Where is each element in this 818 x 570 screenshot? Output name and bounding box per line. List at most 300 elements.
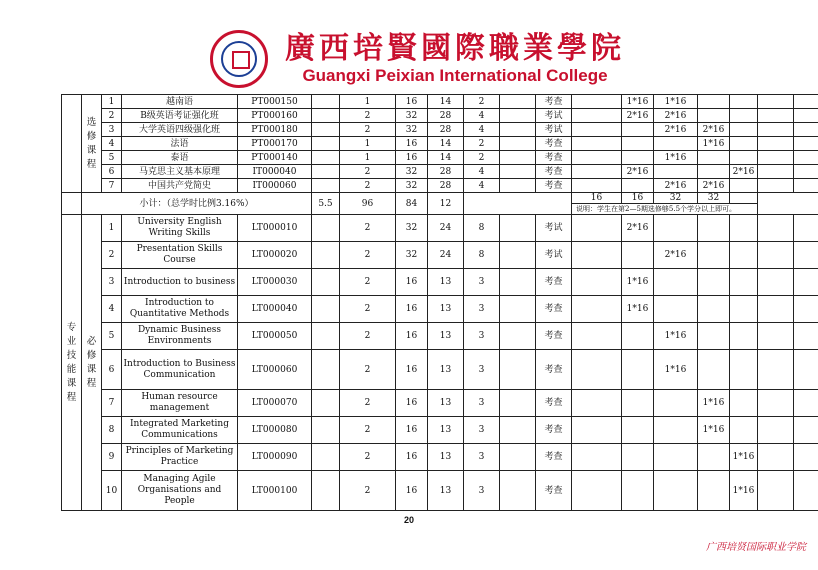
empty-cell (794, 296, 818, 323)
semester-total-cell: 16 (572, 193, 622, 204)
semester-hours-cell (622, 350, 654, 390)
credit-cell: 2 (340, 179, 396, 193)
assessment-cell: 考查 (536, 390, 572, 417)
semester-hours-cell: 2*16 (622, 215, 654, 242)
total-hours-cell: 32 (396, 242, 428, 269)
semester-hours-cell (654, 296, 698, 323)
semester-hours-cell (654, 137, 698, 151)
semester-hours-cell (622, 390, 654, 417)
empty-cell (312, 296, 340, 323)
theory-hours-cell: 24 (428, 215, 464, 242)
course-name-cell: Presentation Skills Course (122, 242, 238, 269)
course-code-cell: LT000050 (238, 323, 312, 350)
practice-hours-cell: 3 (464, 350, 500, 390)
course-name-cell: 越南语 (122, 95, 238, 109)
course-code-cell: LT000030 (238, 269, 312, 296)
empty-cell (794, 269, 818, 296)
semester-hours-cell (698, 269, 730, 296)
course-number-cell: 1 (102, 215, 122, 242)
table-row (62, 179, 818, 193)
course-number-cell: 4 (102, 296, 122, 323)
total-hours-cell: 16 (396, 151, 428, 165)
theory-hours-cell: 28 (428, 109, 464, 123)
theory-hours-cell: 13 (428, 444, 464, 471)
course-name-cell: 中国共产党简史 (122, 179, 238, 193)
course-code-cell: LT000020 (238, 242, 312, 269)
table-row (62, 95, 818, 109)
practice-hours-cell: 4 (464, 123, 500, 137)
empty-cell (312, 444, 340, 471)
theory-hours-cell: 13 (428, 417, 464, 444)
empty-cell (312, 390, 340, 417)
total-hours-cell: 32 (396, 123, 428, 137)
semester-hours-cell: 1*16 (698, 137, 730, 151)
credit-cell: 2 (340, 417, 396, 444)
assessment-cell: 考查 (536, 151, 572, 165)
category-label (82, 95, 102, 193)
semester-hours-cell (730, 350, 758, 390)
course-code-cell: IT000040 (238, 165, 312, 179)
semester-hours-cell: 1*16 (698, 417, 730, 444)
semester-hours-cell (698, 95, 730, 109)
empty-cell (500, 471, 536, 511)
semester-hours-cell (758, 471, 794, 511)
table-row (62, 215, 818, 242)
practice-hours-cell: 3 (464, 269, 500, 296)
semester-hours-cell (622, 242, 654, 269)
course-number-cell: 3 (102, 123, 122, 137)
empty-cell (572, 151, 622, 165)
total-hours-cell: 16 (396, 350, 428, 390)
semester-hours-cell: 1*16 (622, 95, 654, 109)
semester-hours-cell (758, 179, 794, 193)
watermark-text: 广西培贤国际职业学院 (706, 542, 806, 553)
empty-cell (572, 417, 622, 444)
practice-hours-cell: 4 (464, 165, 500, 179)
empty-cell (500, 215, 536, 242)
empty-cell (312, 151, 340, 165)
semester-hours-cell (758, 151, 794, 165)
assessment-cell: 考查 (536, 444, 572, 471)
empty-cell (500, 390, 536, 417)
semester-hours-cell (730, 390, 758, 417)
empty-cell (572, 95, 622, 109)
total-hours-cell: 16 (396, 471, 428, 511)
empty-cell (572, 165, 622, 179)
theory-hours-cell: 14 (428, 137, 464, 151)
semester-hours-cell: 2*16 (622, 165, 654, 179)
empty-cell (572, 444, 622, 471)
practice-hours-cell: 3 (464, 323, 500, 350)
practice-hours-cell: 4 (464, 109, 500, 123)
empty-cell (794, 109, 818, 123)
empty-cell (312, 179, 340, 193)
semester-hours-cell (730, 109, 758, 123)
empty-cell (794, 323, 818, 350)
theory-hours-cell: 24 (428, 242, 464, 269)
semester-hours-cell (730, 323, 758, 350)
course-name-cell: Introduction to Business Communication (122, 350, 238, 390)
assessment-cell: 考查 (536, 417, 572, 444)
total-hours-cell: 16 (396, 296, 428, 323)
assessment-cell: 考试 (536, 242, 572, 269)
empty-cell (62, 193, 82, 215)
theory-hours-cell: 13 (428, 471, 464, 511)
table-row (62, 444, 818, 471)
subtotal-label: 小计：（总学时比例3.16%） (82, 193, 312, 215)
course-number-cell: 6 (102, 165, 122, 179)
empty-cell (464, 193, 572, 215)
course-number-cell: 2 (102, 242, 122, 269)
course-code-cell: IT000060 (238, 179, 312, 193)
semester-hours-cell: 1*16 (698, 390, 730, 417)
empty-cell (500, 179, 536, 193)
semester-hours-cell (654, 165, 698, 179)
empty-cell (794, 179, 818, 193)
college-title-block (276, 32, 634, 86)
semester-hours-cell (654, 215, 698, 242)
semester-hours-cell (730, 95, 758, 109)
course-name-cell: Human resource management (122, 390, 238, 417)
assessment-cell: 考查 (536, 269, 572, 296)
semester-hours-cell: 2*16 (698, 123, 730, 137)
semester-hours-cell: 2*16 (698, 179, 730, 193)
course-name-cell: Introduction to Quantitative Methods (122, 296, 238, 323)
semester-hours-cell: 2*16 (654, 242, 698, 269)
credit-cell: 2 (340, 323, 396, 350)
semester-hours-cell (730, 242, 758, 269)
assessment-cell: 考查 (536, 296, 572, 323)
total-hours-cell: 32 (396, 179, 428, 193)
empty-cell (794, 444, 818, 471)
semester-hours-cell (654, 417, 698, 444)
course-number-cell: 5 (102, 323, 122, 350)
course-name-cell: Managing Agile Organisations and People (122, 471, 238, 511)
empty-cell (500, 151, 536, 165)
semester-hours-cell: 1*16 (654, 323, 698, 350)
assessment-cell: 考查 (536, 165, 572, 179)
semester-hours-cell (758, 350, 794, 390)
category-text: 选修课程 (86, 116, 97, 170)
theory-hours-cell: 13 (428, 323, 464, 350)
empty-cell (500, 123, 536, 137)
empty-cell (794, 471, 818, 511)
assessment-cell: 考查 (536, 323, 572, 350)
theory-hours-cell: 28 (428, 179, 464, 193)
assessment-cell: 考查 (536, 137, 572, 151)
table-row (62, 296, 818, 323)
course-number-cell: 7 (102, 390, 122, 417)
semester-hours-cell: 1*16 (654, 350, 698, 390)
empty-cell (312, 95, 340, 109)
empty-cell (572, 323, 622, 350)
empty-cell (312, 323, 340, 350)
empty-cell (500, 323, 536, 350)
semester-hours-cell: 2*16 (622, 109, 654, 123)
semester-hours-cell: 1*16 (654, 151, 698, 165)
empty-cell (500, 269, 536, 296)
empty-cell (500, 444, 536, 471)
subtotal-credit: 5.5 (312, 193, 340, 215)
semester-hours-cell (730, 151, 758, 165)
semester-hours-cell (730, 269, 758, 296)
semester-hours-cell: 1*16 (730, 444, 758, 471)
empty-cell (500, 296, 536, 323)
credit-cell: 2 (340, 390, 396, 417)
empty-cell (312, 215, 340, 242)
course-name-cell: B级英语考证强化班 (122, 109, 238, 123)
credit-cell: 2 (340, 165, 396, 179)
assessment-cell: 考试 (536, 109, 572, 123)
total-hours-cell: 16 (396, 269, 428, 296)
semester-hours-cell (698, 109, 730, 123)
empty-cell (500, 350, 536, 390)
college-seal-icon (210, 30, 268, 88)
total-hours-cell: 16 (396, 95, 428, 109)
semester-hours-cell: 2*16 (654, 179, 698, 193)
course-number-cell: 4 (102, 137, 122, 151)
empty-cell (794, 123, 818, 137)
semester-hours-cell (622, 137, 654, 151)
empty-cell (572, 123, 622, 137)
course-number-cell: 6 (102, 350, 122, 390)
course-code-cell: LT000090 (238, 444, 312, 471)
semester-hours-cell (730, 215, 758, 242)
empty-cell (312, 242, 340, 269)
semester-hours-cell (698, 471, 730, 511)
semester-hours-cell (758, 215, 794, 242)
credit-cell: 1 (340, 95, 396, 109)
empty-cell (62, 95, 82, 193)
table-row (62, 350, 818, 390)
semester-hours-cell (730, 123, 758, 137)
course-code-cell: PT000140 (238, 151, 312, 165)
semester-hours-cell (698, 323, 730, 350)
assessment-cell: 考查 (536, 471, 572, 511)
empty-cell (312, 350, 340, 390)
empty-cell (312, 417, 340, 444)
semester-hours-cell (698, 165, 730, 179)
total-hours-cell: 16 (396, 417, 428, 444)
assessment-cell: 考查 (536, 95, 572, 109)
course-name-cell: 法语 (122, 137, 238, 151)
semester-hours-cell (622, 471, 654, 511)
semester-hours-cell: 2*16 (654, 109, 698, 123)
course-number-cell: 8 (102, 417, 122, 444)
course-number-cell: 10 (102, 471, 122, 511)
empty-cell (312, 109, 340, 123)
semester-hours-cell (758, 390, 794, 417)
empty-cell (794, 137, 818, 151)
course-name-cell: Introduction to business (122, 269, 238, 296)
empty-cell (312, 165, 340, 179)
empty-cell (572, 109, 622, 123)
subcategory-text: 必修课程 (86, 335, 97, 389)
practice-hours-cell: 2 (464, 151, 500, 165)
empty-cell (572, 350, 622, 390)
course-code-cell: PT000170 (238, 137, 312, 151)
empty-cell (312, 123, 340, 137)
semester-hours-cell (758, 95, 794, 109)
credit-cell: 1 (340, 151, 396, 165)
course-number-cell: 3 (102, 269, 122, 296)
table-row (62, 123, 818, 137)
semester-hours-cell (698, 444, 730, 471)
empty-cell (572, 296, 622, 323)
theory-hours-cell: 14 (428, 151, 464, 165)
practice-hours-cell: 3 (464, 296, 500, 323)
course-number-cell: 2 (102, 109, 122, 123)
course-number-cell: 5 (102, 151, 122, 165)
course-name-cell: 泰语 (122, 151, 238, 165)
semester-hours-cell (758, 137, 794, 151)
semester-hours-cell (758, 269, 794, 296)
course-number-cell: 9 (102, 444, 122, 471)
empty-cell (500, 109, 536, 123)
semester-hours-cell: 1*16 (654, 95, 698, 109)
course-code-cell: LT000080 (238, 417, 312, 444)
semester-total-cell: 32 (698, 193, 730, 204)
document-header (210, 30, 634, 88)
subtotal-row (62, 193, 818, 204)
empty-cell (572, 242, 622, 269)
course-name-cell: University English Writing Skills (122, 215, 238, 242)
table-row (62, 137, 818, 151)
theory-hours-cell: 28 (428, 165, 464, 179)
empty-cell (500, 417, 536, 444)
practice-hours-cell: 8 (464, 242, 500, 269)
semester-hours-cell (622, 417, 654, 444)
total-hours-cell: 16 (396, 137, 428, 151)
course-code-cell: PT000160 (238, 109, 312, 123)
table-row (62, 471, 818, 511)
page-number: 20 (403, 515, 414, 525)
semester-total-cell: 32 (654, 193, 698, 204)
subcategory-label (82, 215, 102, 511)
empty-cell (500, 95, 536, 109)
subtotal-practice: 12 (428, 193, 464, 215)
curriculum-table (61, 94, 818, 511)
theory-hours-cell: 14 (428, 95, 464, 109)
empty-cell (794, 417, 818, 444)
practice-hours-cell: 3 (464, 471, 500, 511)
semester-hours-cell (698, 151, 730, 165)
course-name-cell: 大学英语四级强化班 (122, 123, 238, 137)
course-name-cell: Dynamic Business Environments (122, 323, 238, 350)
assessment-cell: 考查 (536, 179, 572, 193)
semester-hours-cell (730, 137, 758, 151)
semester-hours-cell (698, 242, 730, 269)
semester-hours-cell (730, 296, 758, 323)
theory-hours-cell: 13 (428, 350, 464, 390)
credit-cell: 2 (340, 269, 396, 296)
practice-hours-cell: 2 (464, 95, 500, 109)
table-row (62, 323, 818, 350)
semester-hours-cell (622, 123, 654, 137)
semester-hours-cell (622, 151, 654, 165)
semester-hours-cell: 1*16 (622, 296, 654, 323)
empty-cell (794, 151, 818, 165)
theory-hours-cell: 13 (428, 296, 464, 323)
course-code-cell: LT000070 (238, 390, 312, 417)
semester-hours-cell (758, 417, 794, 444)
empty-cell (572, 471, 622, 511)
semester-hours-cell (622, 323, 654, 350)
course-name-cell: Integrated Marketing Communications (122, 417, 238, 444)
practice-hours-cell: 4 (464, 179, 500, 193)
course-code-cell: LT000060 (238, 350, 312, 390)
course-name-cell: 马克思主义基本原理 (122, 165, 238, 179)
credit-cell: 2 (340, 296, 396, 323)
total-hours-cell: 32 (396, 165, 428, 179)
semester-hours-cell (758, 165, 794, 179)
credit-cell: 1 (340, 137, 396, 151)
total-hours-cell: 32 (396, 215, 428, 242)
credit-cell: 2 (340, 123, 396, 137)
semester-hours-cell (654, 471, 698, 511)
semester-hours-cell (758, 109, 794, 123)
course-name-cell: Principles of Marketing Practice (122, 444, 238, 471)
total-hours-cell: 32 (396, 109, 428, 123)
semester-hours-cell (698, 350, 730, 390)
semester-hours-cell (698, 296, 730, 323)
assessment-cell: 考查 (536, 350, 572, 390)
practice-hours-cell: 3 (464, 417, 500, 444)
credit-cell: 2 (340, 350, 396, 390)
college-title-cn: 廣西培賢國際職業學院 (285, 31, 625, 66)
credit-cell: 2 (340, 471, 396, 511)
table-row (62, 269, 818, 296)
empty-cell (500, 242, 536, 269)
assessment-cell: 考试 (536, 123, 572, 137)
semester-hours-cell (758, 242, 794, 269)
course-code-cell: PT000150 (238, 95, 312, 109)
practice-hours-cell: 8 (464, 215, 500, 242)
subtotal-theory: 84 (396, 193, 428, 215)
assessment-cell: 考试 (536, 215, 572, 242)
course-code-cell: LT000010 (238, 215, 312, 242)
credit-cell: 2 (340, 444, 396, 471)
theory-hours-cell: 28 (428, 123, 464, 137)
practice-hours-cell: 3 (464, 390, 500, 417)
empty-cell (572, 215, 622, 242)
college-title-en: Guangxi Peixian International College (302, 66, 608, 85)
table-row (62, 109, 818, 123)
semester-hours-cell (730, 417, 758, 444)
semester-hours-cell (698, 215, 730, 242)
course-number-cell: 1 (102, 95, 122, 109)
total-hours-cell: 16 (396, 444, 428, 471)
theory-hours-cell: 13 (428, 269, 464, 296)
semester-hours-cell (758, 296, 794, 323)
empty-cell (572, 390, 622, 417)
category-text: 专业技能课程 (66, 321, 77, 403)
empty-cell (794, 165, 818, 179)
semester-hours-cell (758, 123, 794, 137)
semester-hours-cell: 2*16 (730, 165, 758, 179)
credit-cell: 2 (340, 215, 396, 242)
subtotal-total: 96 (340, 193, 396, 215)
empty-cell (312, 471, 340, 511)
empty-cell (794, 242, 818, 269)
semester-hours-cell (654, 269, 698, 296)
table-row (62, 417, 818, 444)
credit-cell: 2 (340, 109, 396, 123)
table-row (62, 390, 818, 417)
practice-hours-cell: 3 (464, 444, 500, 471)
semester-hours-cell (730, 179, 758, 193)
total-hours-cell: 16 (396, 390, 428, 417)
